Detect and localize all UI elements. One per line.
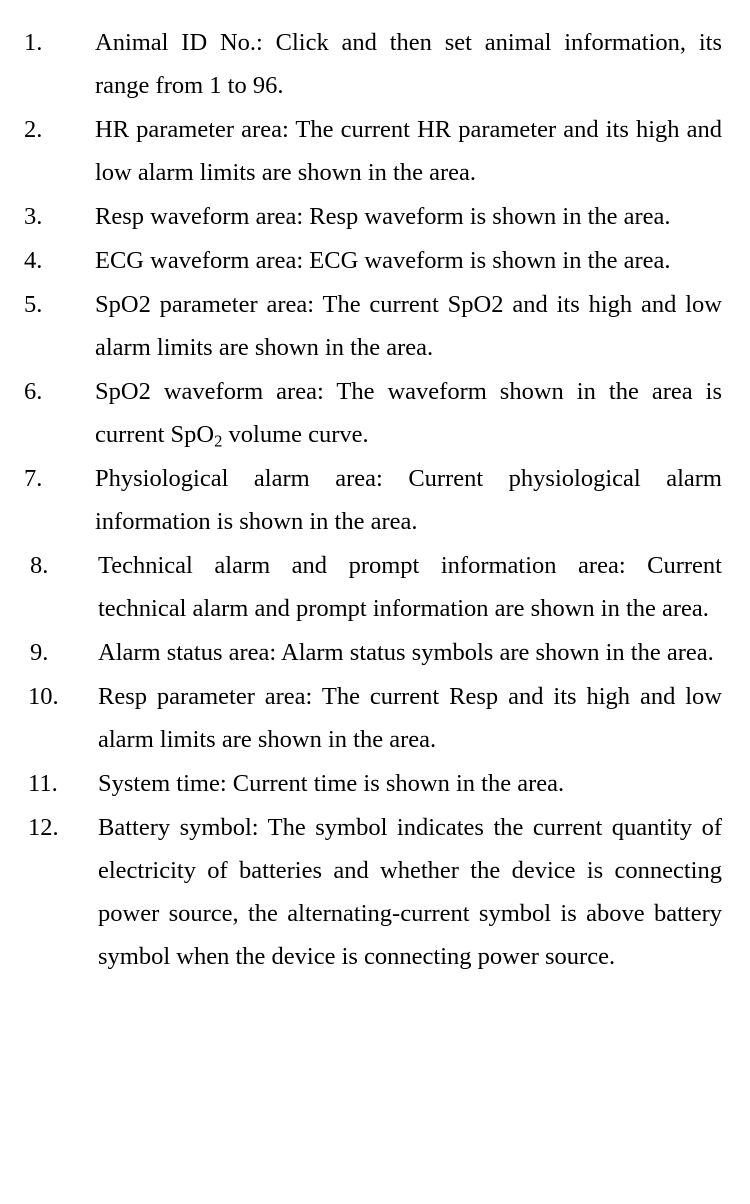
item-number: 7. (24, 465, 43, 492)
list-item (0, 239, 750, 282)
item-text-part: SpO2 waveform area: The waveform shown in the area is current SpO (95, 378, 722, 448)
item-text: Resp parameter area: The current Resp and its high and low alarm limits are shown in the area. (98, 683, 722, 753)
list-item (0, 762, 750, 805)
item-text: Technical alarm and prompt information area: Current technical alarm and prompt information are shown in the area. (98, 552, 722, 622)
item-text-part: volume curve. (222, 421, 369, 448)
item-text: HR parameter area: The current HR parameter and its high and low alarm limits are shown in the area. (95, 116, 722, 186)
item-number: 8. (30, 552, 49, 579)
list-item (0, 108, 750, 194)
item-text (95, 370, 722, 456)
item-number: 12. (28, 814, 59, 841)
list-item (0, 675, 750, 761)
item-number: 11. (28, 770, 58, 797)
item-number: 6. (24, 378, 43, 405)
subscript: 2 (214, 431, 223, 451)
item-text: System time: Current time is shown in the area. (98, 770, 565, 797)
item-text: Physiological alarm area: Current physiological alarm information is shown in the area. (95, 465, 722, 535)
list-item (0, 806, 750, 978)
list-item (0, 283, 750, 369)
item-number: 4. (24, 247, 43, 274)
list-item (0, 457, 750, 543)
item-number: 2. (24, 116, 43, 143)
list-item (0, 21, 750, 107)
list-item (0, 631, 750, 674)
item-number: 9. (30, 639, 49, 666)
item-text: Alarm status area: Alarm status symbols are shown in the area. (98, 639, 714, 666)
list-item (0, 370, 750, 456)
item-text: Resp waveform area: Resp waveform is shown in the area. (95, 203, 671, 230)
item-number: 5. (24, 291, 43, 318)
item-number: 10. (28, 683, 59, 710)
item-text: Animal ID No.: Click and then set animal information, its range from 1 to 96. (95, 29, 722, 99)
list-item (0, 195, 750, 238)
list-item (0, 544, 750, 630)
item-text: Battery symbol: The symbol indicates the current quantity of electricity of batteries and whether the device is connecting power source, the alternating-current symbol is above battery symbol when the device is connecting power source. (98, 814, 722, 970)
item-number: 1. (24, 29, 43, 56)
item-text: ECG waveform area: ECG waveform is shown in the area. (95, 247, 671, 274)
item-text: SpO2 parameter area: The current SpO2 and its high and low alarm limits are shown in the area. (95, 291, 722, 361)
item-number: 3. (24, 203, 43, 230)
